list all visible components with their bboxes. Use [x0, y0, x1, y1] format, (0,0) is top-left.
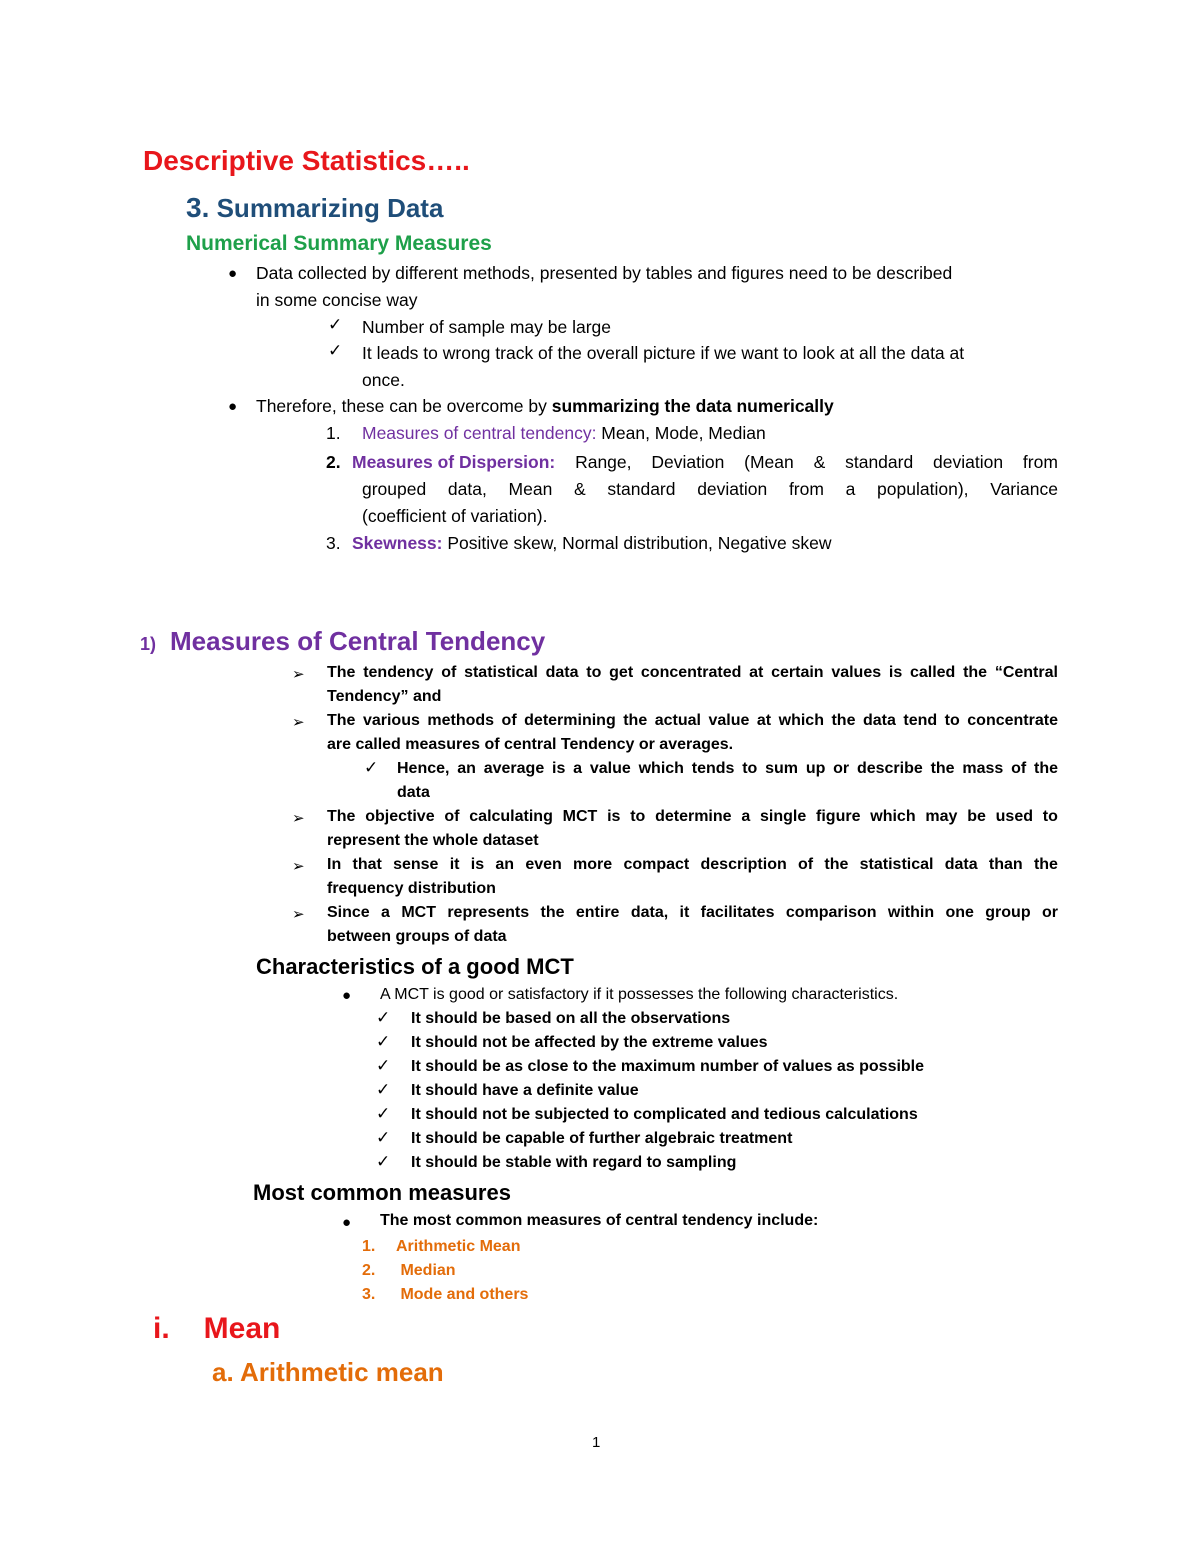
word: Hence,	[397, 760, 450, 777]
section-heading	[186, 192, 443, 224]
mean-heading	[153, 1312, 280, 1346]
bullet-text: in some concise way	[256, 290, 418, 310]
word: concentrated	[640, 664, 742, 681]
list-number: 2.	[362, 1262, 376, 1279]
word: a	[741, 808, 751, 825]
characteristics-intro: A MCT is good or satisfactory if it possesses the following characteristics.	[380, 986, 899, 1003]
word: of	[444, 808, 460, 825]
word: (Mean	[744, 452, 794, 472]
word: describe	[856, 760, 923, 777]
mct-point-line	[327, 808, 1058, 826]
word: a	[573, 760, 583, 777]
list-item-label: Measures of central tendency:	[362, 423, 597, 443]
word: be	[967, 808, 986, 825]
bullet-icon: ●	[342, 987, 352, 1004]
word: the	[831, 712, 856, 729]
word: the	[930, 760, 955, 777]
word: Range,	[575, 452, 632, 472]
list-item-text: Positive skew, Normal distribution, Negative skew	[442, 533, 832, 553]
word: up	[805, 760, 826, 777]
word: at	[749, 664, 764, 681]
word: at	[756, 712, 772, 729]
justified-line	[327, 712, 1058, 730]
list-item	[352, 533, 832, 554]
mean-heading-title: Mean	[203, 1312, 281, 1345]
mct-check-line	[397, 760, 1058, 778]
word: entire	[575, 904, 620, 921]
word: actual	[654, 712, 701, 729]
list-number: 1.	[326, 423, 341, 443]
measure-item: Arithmetic Mean	[396, 1238, 521, 1255]
mct-point-line	[327, 904, 1058, 922]
word: various	[362, 712, 420, 729]
word: get	[609, 664, 634, 681]
check-icon: ✓	[376, 1056, 391, 1075]
characteristic-item: It should be as close to the maximum number of values as possible	[411, 1058, 925, 1075]
word: the	[540, 904, 565, 921]
word: within	[887, 904, 935, 921]
word: called	[909, 664, 956, 681]
justified-line	[327, 856, 1058, 874]
word: an	[495, 856, 515, 873]
word: which	[870, 808, 916, 825]
word: an	[457, 760, 476, 777]
check-icon: ✓	[376, 1104, 391, 1123]
justified-line	[327, 664, 1058, 682]
word: Mean	[508, 479, 553, 499]
word: calculating	[469, 808, 553, 825]
word: determine	[655, 808, 732, 825]
word: a	[845, 479, 856, 499]
word: represents	[447, 904, 530, 921]
check-item: Number of sample may be large	[362, 317, 611, 337]
bullet-icon: ●	[228, 265, 238, 282]
mct-heading-title: Measures of Central Tendency	[170, 626, 546, 656]
word: determining	[524, 712, 616, 729]
word: &	[574, 479, 586, 499]
mct-point-line	[327, 712, 1058, 730]
bullet-icon: ●	[342, 1214, 352, 1231]
word: standard	[607, 479, 676, 499]
bullet-text: Data collected by different methods, presented by tables and figures need to be described	[256, 263, 953, 283]
word: to	[742, 760, 758, 777]
mct-point-line: represent the whole dataset	[327, 832, 539, 849]
word: “Central	[994, 664, 1058, 681]
word: concentrate	[967, 712, 1058, 729]
subsection-heading: Numerical Summary Measures	[186, 232, 492, 255]
word: to	[586, 664, 602, 681]
word: that	[352, 856, 382, 873]
word: The	[327, 664, 356, 681]
document-title: Descriptive Statistics…..	[143, 145, 470, 176]
mct-point-line: Tendency” and	[327, 688, 442, 705]
characteristic-item: It should be capable of further algebraic treatment	[411, 1130, 793, 1147]
word: used	[995, 808, 1033, 825]
word: description	[700, 856, 787, 873]
word: objective	[365, 808, 435, 825]
justified-line	[327, 904, 1058, 922]
word: a	[381, 904, 390, 921]
check-icon: ✓	[376, 1152, 391, 1171]
check-icon: ✓	[328, 315, 343, 334]
word: deviation	[933, 452, 1004, 472]
characteristics-heading: Characteristics of a good MCT	[256, 954, 574, 979]
word: tend	[903, 712, 938, 729]
check-icon: ✓	[364, 758, 379, 777]
characteristic-item: It should not be affected by the extreme values	[411, 1034, 768, 1051]
word: it	[679, 904, 690, 921]
arrow-icon: ➢	[292, 810, 305, 827]
mct-check-line: data	[397, 784, 430, 801]
characteristic-item: It should be based on all the observations	[411, 1010, 731, 1027]
word: the	[1033, 856, 1058, 873]
list-number: 3.	[362, 1286, 376, 1303]
word: Deviation	[651, 452, 725, 472]
word: the	[623, 712, 648, 729]
characteristic-item: It should not be subjected to complicated and tedious calculations	[411, 1106, 918, 1123]
mct-heading-number: 1)	[140, 634, 157, 654]
characteristic-item: It should be stable with regard to sampling	[411, 1154, 737, 1171]
word: values	[831, 664, 882, 681]
list-number: 2.	[326, 452, 341, 472]
most-common-heading: Most common measures	[253, 1180, 511, 1205]
word: one	[945, 904, 974, 921]
word: to	[630, 808, 646, 825]
word: from	[788, 479, 824, 499]
word: to	[1042, 808, 1058, 825]
word: data	[862, 712, 896, 729]
word: deviation	[697, 479, 768, 499]
word: of	[441, 664, 457, 681]
arithmetic-mean-heading	[212, 1357, 444, 1388]
bullet-text-bold: summarizing the data numerically	[551, 396, 834, 416]
arithmetic-mean-number: a.	[212, 1357, 234, 1387]
word: which	[778, 712, 824, 729]
word: standard	[845, 452, 914, 472]
most-common-intro: The most common measures of central tendency include:	[380, 1212, 819, 1229]
word: single	[760, 808, 807, 825]
mct-heading	[140, 626, 545, 657]
page-number: 1	[592, 1434, 601, 1451]
mct-point-line: frequency distribution	[327, 880, 496, 897]
word: mass	[962, 760, 1004, 777]
word: sense	[393, 856, 439, 873]
word: The	[327, 808, 356, 825]
mct-point-line	[327, 664, 1058, 682]
mean-heading-number: i.	[153, 1312, 170, 1345]
check-item: It leads to wrong track of the overall picture if we want to look at all the data at	[362, 343, 965, 363]
mct-point-line: between groups of data	[327, 928, 507, 945]
word: sum	[765, 760, 799, 777]
word: value	[589, 760, 631, 777]
word: average	[483, 760, 545, 777]
word: to	[944, 712, 960, 729]
bullet-text	[256, 396, 834, 417]
word: group	[985, 904, 1031, 921]
arrow-icon: ➢	[292, 906, 305, 923]
word: statistical	[464, 664, 538, 681]
word: tendency	[363, 664, 434, 681]
bullet-text-plain: Therefore, these can be overcome by	[256, 396, 552, 416]
justified-line	[362, 479, 1058, 500]
word: it	[449, 856, 460, 873]
word: figure	[816, 808, 861, 825]
word: of	[501, 712, 517, 729]
check-icon: ✓	[376, 1128, 391, 1147]
word: Variance	[990, 479, 1058, 499]
word: certain	[771, 664, 824, 681]
word: the	[963, 664, 988, 681]
list-item-label: Skewness:	[352, 533, 443, 553]
word: facilitates	[700, 904, 775, 921]
check-icon: ✓	[376, 1008, 391, 1027]
bullet-icon: ●	[228, 398, 238, 415]
section-number: 3.	[186, 192, 210, 223]
word: is	[552, 760, 566, 777]
check-icon: ✓	[328, 341, 343, 360]
word: data	[545, 664, 579, 681]
word: or	[1041, 904, 1058, 921]
check-item: once.	[362, 370, 405, 390]
word: In	[327, 856, 342, 873]
word: which	[638, 760, 684, 777]
word: of	[1011, 760, 1027, 777]
word: even	[525, 856, 562, 873]
word: more	[573, 856, 613, 873]
word: methods	[427, 712, 495, 729]
word: Since	[327, 904, 370, 921]
word: data,	[447, 479, 487, 499]
word: may	[925, 808, 958, 825]
check-icon: ✓	[376, 1032, 391, 1051]
mct-point-line: are called measures of central Tendency or averages.	[327, 736, 734, 753]
word: population),	[877, 479, 969, 499]
word: the	[1033, 760, 1058, 777]
arrow-icon: ➢	[292, 714, 305, 731]
word: grouped	[362, 479, 427, 499]
list-item	[362, 423, 766, 444]
word: is	[470, 856, 485, 873]
word: or	[833, 760, 850, 777]
list-item	[352, 452, 1058, 473]
characteristic-item: It should have a definite value	[411, 1082, 639, 1099]
list-number: 3.	[326, 533, 341, 553]
word: statistical	[859, 856, 934, 873]
word: compact	[623, 856, 690, 873]
word: MCT	[401, 904, 436, 921]
word: The	[327, 712, 356, 729]
mct-point-line	[327, 856, 1058, 874]
word: from	[1022, 452, 1058, 472]
justified-line	[327, 808, 1058, 826]
list-item-label: Measures of Dispersion:	[352, 452, 556, 472]
word: &	[813, 452, 826, 472]
section-title: Summarizing Data	[216, 193, 444, 223]
arrow-icon: ➢	[292, 858, 305, 875]
list-item-continued: (coefficient of variation).	[362, 506, 548, 526]
justified-line	[352, 452, 1058, 473]
word: data	[944, 856, 978, 873]
arithmetic-mean-title: Arithmetic mean	[239, 1357, 444, 1387]
word: tends	[691, 760, 735, 777]
word: the	[824, 856, 849, 873]
measure-item: Median	[396, 1262, 456, 1279]
measure-item: Mode and others	[396, 1286, 529, 1303]
word: is	[888, 664, 903, 681]
word: of	[798, 856, 814, 873]
check-icon: ✓	[376, 1080, 391, 1099]
list-number: 1.	[362, 1238, 376, 1255]
arrow-icon: ➢	[292, 666, 305, 683]
word: value	[708, 712, 750, 729]
list-item-text: Mean, Mode, Median	[596, 423, 766, 443]
word: is	[607, 808, 621, 825]
word: comparison	[785, 904, 877, 921]
list-item-continued	[362, 479, 1058, 500]
word: MCT	[562, 808, 598, 825]
word: than	[988, 856, 1023, 873]
word: data,	[630, 904, 669, 921]
justified-line	[397, 760, 1058, 778]
